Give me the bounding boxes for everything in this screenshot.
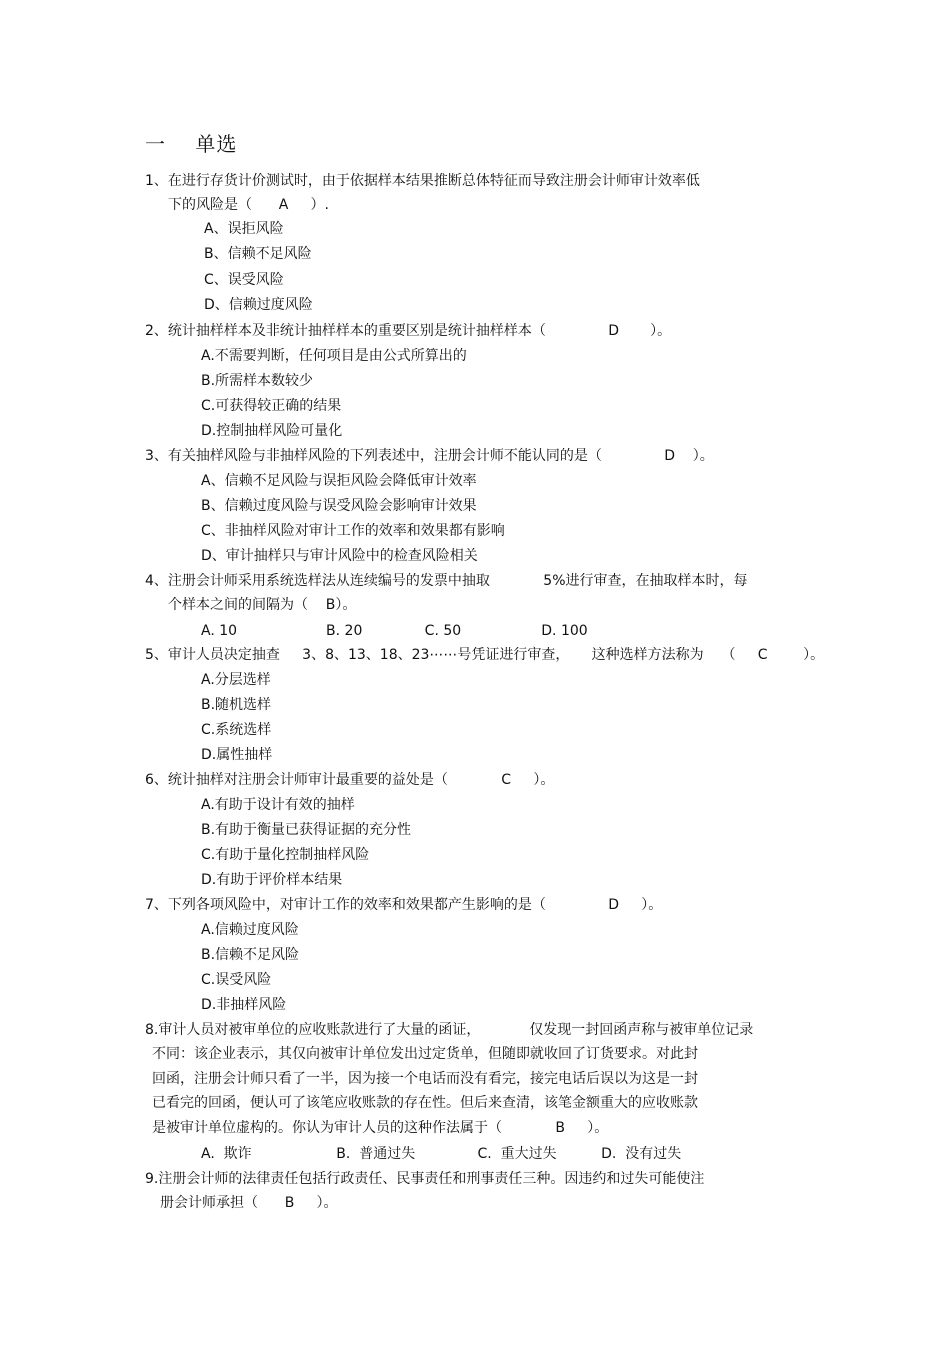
question-3-option-c: C、非抽样风险对审计工作的效率和效果都有影响: [201, 523, 505, 539]
question-3-option-d: D、审计抽样只与审计风险中的检查风险相关: [201, 548, 478, 564]
question-3-option-a: A、信赖不足风险与误拒风险会降低审计效率: [201, 473, 477, 489]
question-4-line-1: 4、注册会计师采用系统选样法从连续编号的发票中抽取 5%进行审查，在抽取样本时，每: [145, 573, 748, 589]
question-6-option-a: A.有助于设计有效的抽样: [201, 797, 355, 813]
question-5-option-d: D.属性抽样: [201, 747, 273, 763]
question-9-line-2: 册会计师承担（ B ）。: [160, 1195, 338, 1211]
question-5-option-c: C.系统选样: [201, 722, 272, 738]
question-5-line-1: 5、审计人员决定抽查 3、8、13、18、23⋯⋯号凭证进行审查， 这种选样方法称为 （ C ）。: [145, 647, 825, 663]
question-8-options: A. 欺诈 B. 普通过失 C. 重大过失 D. 没有过失: [201, 1146, 682, 1162]
question-4-options: A. 10 B. 20 C. 50 D. 100: [201, 623, 588, 639]
question-4-line-2: 个样本之间的间隔为（ B）。: [168, 597, 357, 613]
question-8-line-4: 已看完的回函，便认可了该笔应收账款的存在性。但后来查清，该笔金额重大的应收账款: [152, 1095, 698, 1111]
question-1-option-b: B、信赖不足风险: [204, 246, 312, 262]
question-1-option-a: A、误拒风险: [204, 221, 284, 237]
question-7-option-a: A.信赖过度风险: [201, 922, 299, 938]
section-title: 一 单选: [145, 132, 238, 156]
question-1-option-c: C、误受风险: [204, 272, 284, 288]
question-8-line-3: 回函，注册会计师只看了一半，因为接一个电话而没有看完，接完电话后误以为这是一封: [152, 1071, 698, 1087]
question-7-option-b: B.信赖不足风险: [201, 947, 300, 963]
question-2-option-c: C.可获得较正确的结果: [201, 398, 342, 414]
question-6-option-d: D.有助于评价样本结果: [201, 872, 343, 888]
question-8-line-1: 8.审计人员对被审单位的应收账款进行了大量的函证， 仅发现一封回函声称与被审单位记录: [145, 1022, 754, 1038]
question-6-option-b: B.有助于衡量已获得证据的充分性: [201, 822, 412, 838]
question-2-option-a: A.不需要判断，任何项目是由公式所算出的: [201, 348, 467, 364]
question-2-option-d: D.控制抽样风险可量化: [201, 423, 343, 439]
question-8-line-5: 是被审计单位虚构的。你认为审计人员的这种作法属于（ B ）。: [152, 1120, 609, 1136]
question-9-line-1: 9.注册会计师的法律责任包括行政责任、民事责任和刑事责任三种。因违约和过失可能使注: [145, 1171, 705, 1187]
question-2-line-1: 2、统计抽样样本及非统计抽样样本的重要区别是统计抽样样本（ D ）。: [145, 323, 672, 339]
question-1-line-2: 下的风险是（ A ）.: [168, 197, 329, 213]
question-6-option-c: C.有助于量化控制抽样风险: [201, 847, 370, 863]
question-1-line-1: 1、在进行存货计价测试时，由于依据样本结果推断总体特征而导致注册会计师审计效率低: [145, 173, 700, 189]
question-1-option-d: D、信赖过度风险: [204, 297, 313, 313]
question-6-line-1: 6、统计抽样对注册会计师审计最重要的益处是（ C ）。: [145, 772, 555, 788]
question-5-option-a: A.分层选样: [201, 672, 271, 688]
question-5-option-b: B.随机选样: [201, 697, 272, 713]
question-7-option-c: C.误受风险: [201, 972, 272, 988]
question-2-option-b: B.所需样本数较少: [201, 373, 314, 389]
question-7-option-d: D.非抽样风险: [201, 997, 287, 1013]
question-8-line-2: 不同：该企业表示，其仅向被审计单位发出过定货单，但随即就收回了订货要求。对此封: [152, 1046, 698, 1062]
question-3-option-b: B、信赖过度风险与误受风险会影响审计效果: [201, 498, 477, 514]
question-7-line-1: 7、下列各项风险中，对审计工作的效率和效果都产生影响的是（ D ）。: [145, 897, 663, 913]
question-3-line-1: 3、有关抽样风险与非抽样风险的下列表述中，注册会计师不能认同的是（ D ）。: [145, 448, 714, 464]
